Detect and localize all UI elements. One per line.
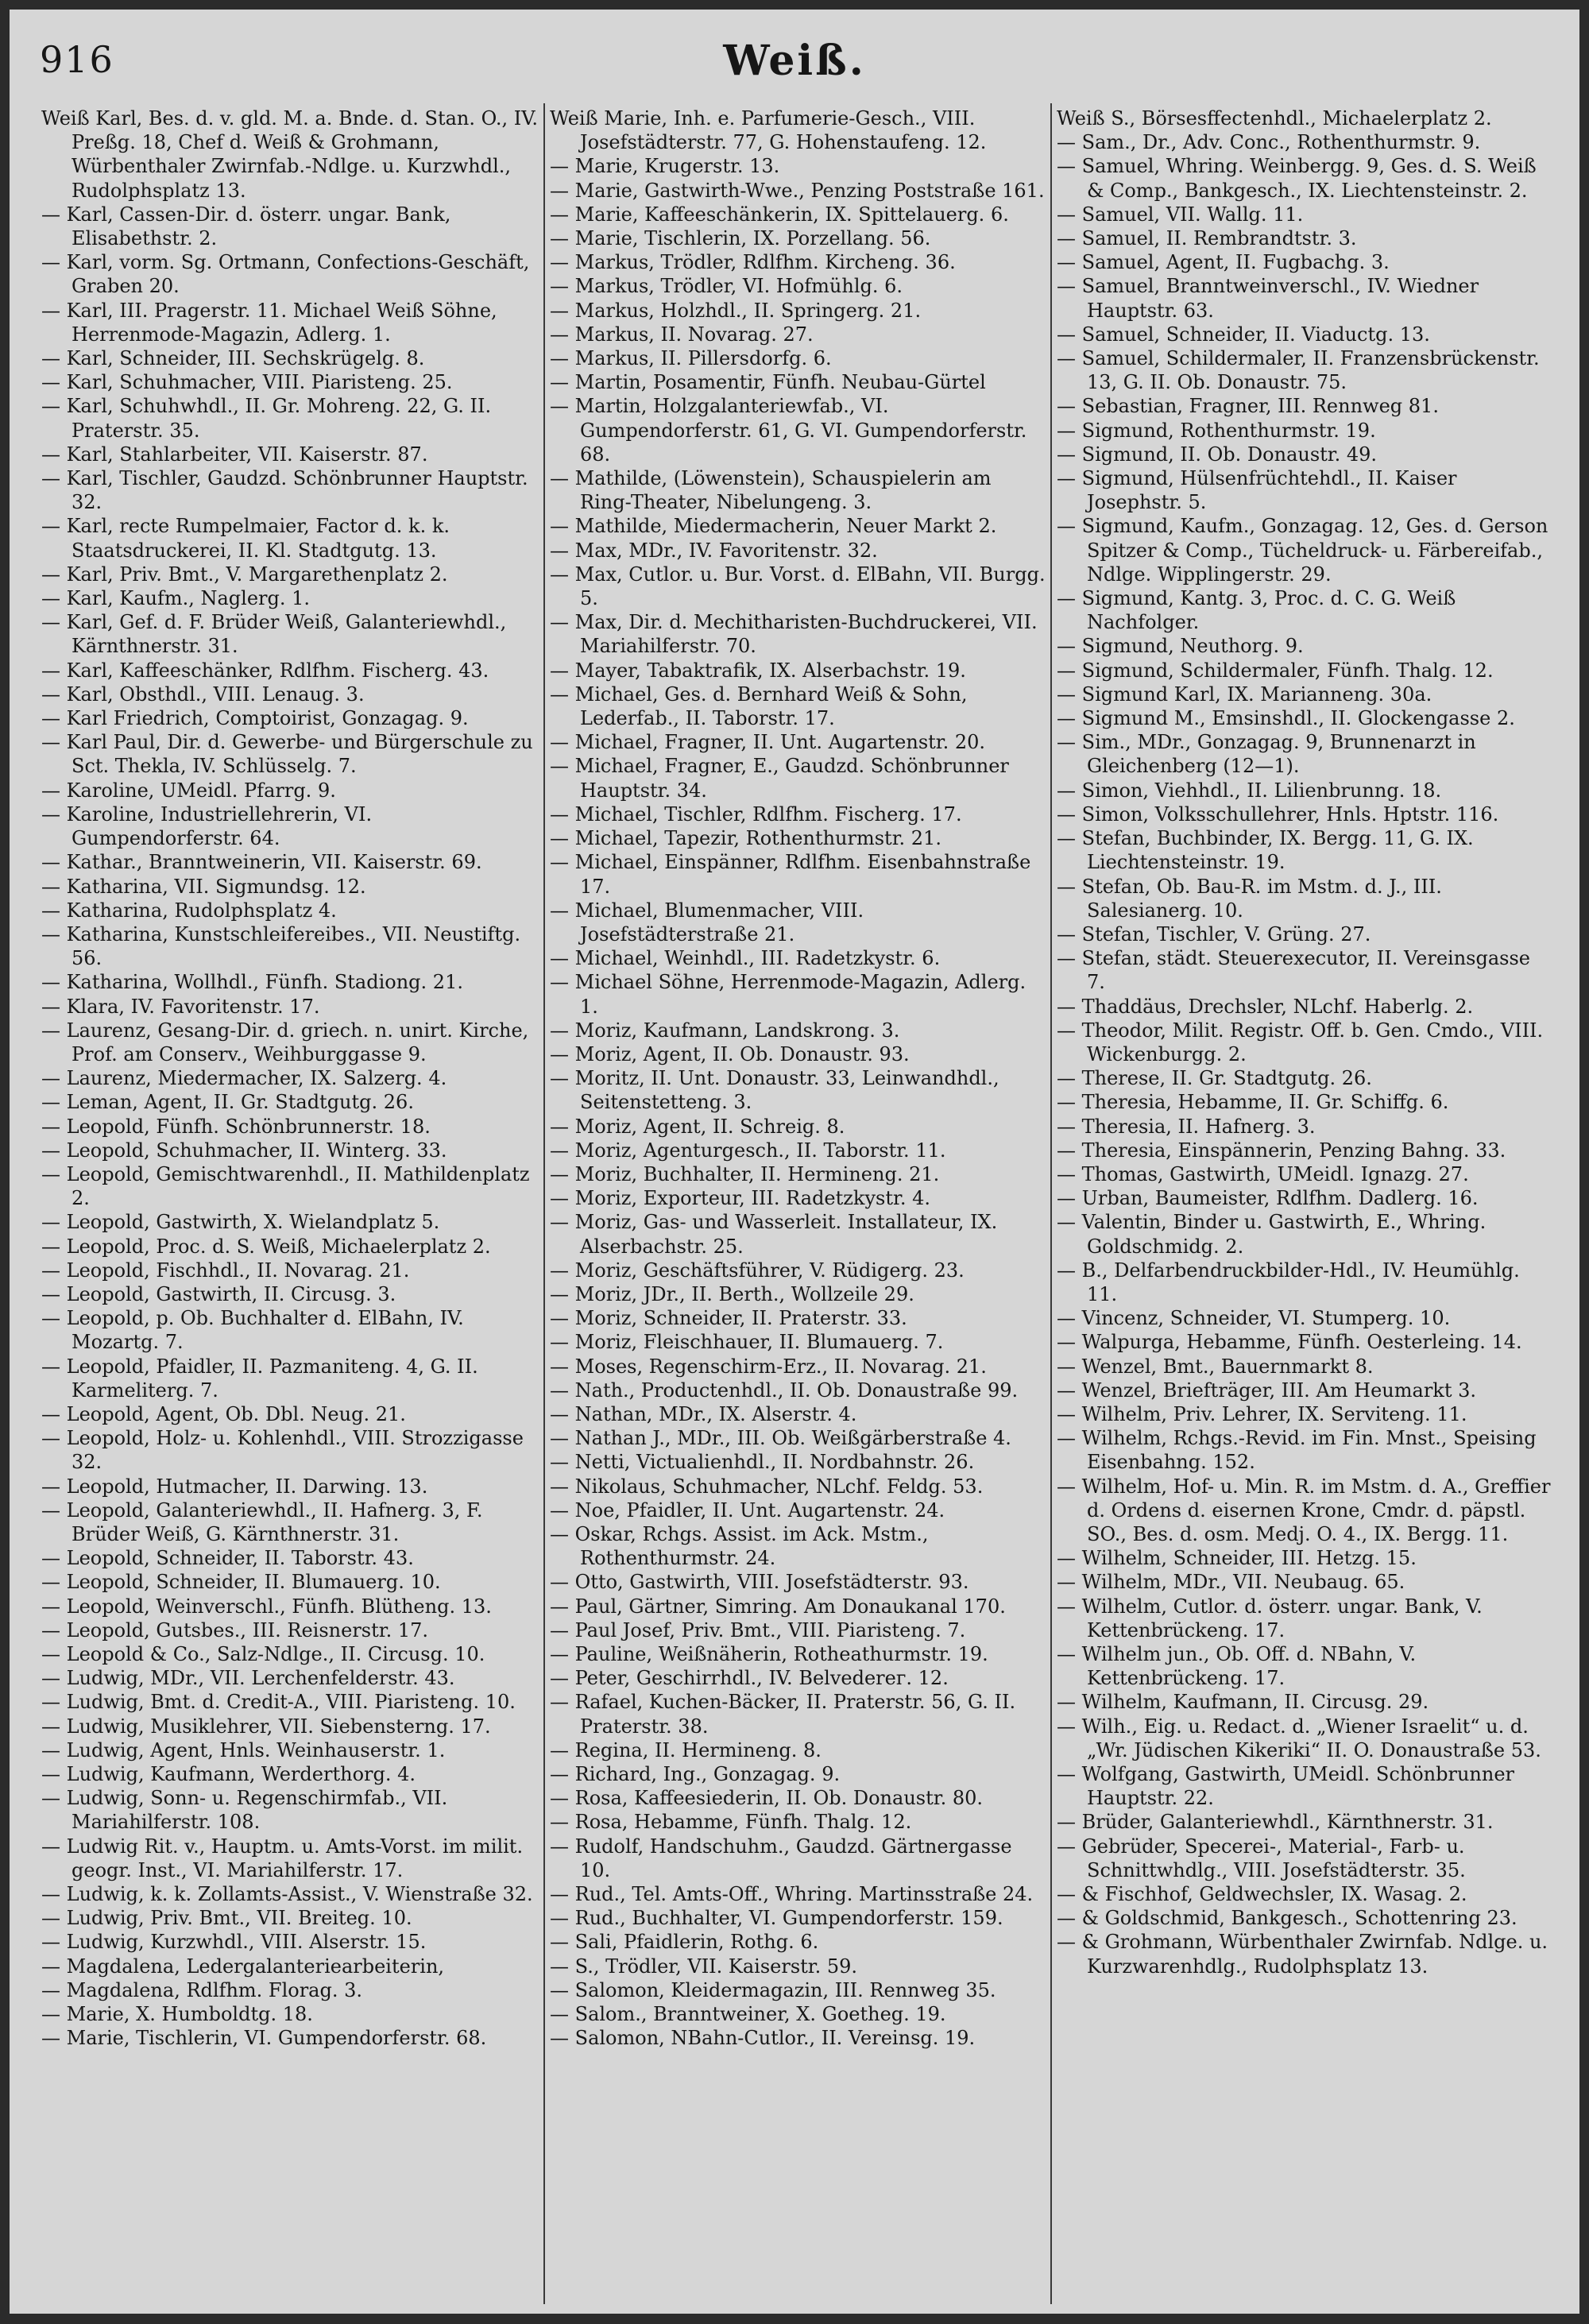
directory-entry: — Katharina, Wollhdl., Fünfh. Stadiong. 21. [41,971,463,994]
directory-entry: — Martin, Holzgalanteriewfab., VI. Gumpendorferstr. 61, G. VI. Gumpendorferstr. 68. [550,395,1027,466]
directory-entry: — Samuel, Agent, II. Fugbachg. 3. [1057,251,1390,274]
directory-entry: — Samuel, Schneider, II. Viaductg. 13. [1057,323,1430,346]
directory-entry: — Sigmund, Schildermaler, Fünfh. Thalg. 12. [1057,659,1494,682]
directory-entry: — Magdalena, Rdlfhm. Florag. 3. [41,1978,362,2001]
directory-entry: — Ludwig, Agent, Hnls. Weinhauserstr. 1. [41,1738,446,1761]
directory-entry: — Karl, Kaufm., Naglerg. 1. [41,587,311,610]
directory-entry: — Rosa, Kaffeesiederin, II. Ob. Donaustr. 80. [550,1787,984,1810]
directory-entry: — Marie, Tischlerin, VI. Gumpendorferstr. 68. [41,2027,487,2050]
directory-entry: — Salom., Branntweiner, X. Goetheg. 19. [550,2003,946,2026]
directory-entry: — Karl, Cassen-Dir. d. österr. ungar. Bank, Elisabethstr. 2. [41,203,451,250]
directory-entry: — Sam., Dr., Adv. Conc., Rothenthurmstr. 9. [1057,131,1481,154]
directory-entry: — Markus, Trödler, VI. Hofmühlg. 6. [550,275,903,298]
directory-entry: — Theresia, Hebamme, II. Gr. Schiffg. 6. [1057,1091,1449,1114]
directory-entry: — Valentin, Binder u. Gastwirth, E., Whring. Goldschmidg. 2. [1057,1211,1487,1258]
directory-entry: — Peter, Geschirrhdl., IV. Belvederег. 12. [550,1667,949,1690]
directory-entry: — Karl, Priv. Bmt., V. Margarethenplatz 2. [41,563,448,586]
directory-entry: — Leopold, Fischhdl., II. Novarag. 21. [41,1259,410,1282]
directory-entry: — Nikolaus, Schuhmacher, NLchf. Feldg. 53. [550,1475,984,1498]
directory-entry: — Markus, Holzhdl., II. Springerg. 21. [550,299,922,322]
directory-entry: — Moritz, II. Unt. Donaustr. 33, Leinwandhdl., Seitenstetteng. 3. [550,1067,999,1114]
directory-entry: — Ludwig, k. k. Zollamts-Assist., V. Wienstraße 32. [41,1883,533,1906]
directory-entry: — Katharina, Rudolphsplatz 4. [41,899,337,922]
directory-entry: — Leopold, Schneider, II. Taborstr. 43. [41,1547,414,1570]
directory-entry: — Mayer, Tabaktrafik, IX. Alserbachstr. 19. [550,659,966,682]
directory-entry: — Rud., Tel. Amts-Off., Whring. Martinsstraße 24. [550,1883,1034,1906]
directory-entry: — Stefan, Tischler, V. Grüng. 27. [1057,922,1371,945]
directory-entry: — Wilhelm, MDr., VII. Neubaug. 65. [1057,1571,1405,1594]
directory-entry: — Sigmund M., Emsinshdl., II. Glockengasse 2. [1057,707,1515,730]
directory-entry: — Wilhelm, Cutlor. d. österr. ungar. Bank, V. Kettenbrückeng. 17. [1057,1595,1483,1641]
directory-entry: — & Goldschmid, Bankgesch., Schottenring 23. [1057,1907,1517,1930]
directory-entry: — Ludwig, Kaufmann, Werderthorg. 4. [41,1763,416,1786]
directory-entry: — Sigmund, Rothenthurmstr. 19. [1057,419,1376,442]
directory-entry: — Leopold, Schuhmacher, II. Winterg. 33. [41,1139,447,1162]
directory-entry: — Wenzel, Bmt., Bauernmarkt 8. [1057,1355,1374,1378]
directory-entry: — Sigmund, II. Ob. Donaustr. 49. [1057,443,1378,466]
directory-entry: — Karoline, Industriellehrerin, VI. Gumpendorferstr. 64. [41,802,373,850]
directory-entry: — Stefan, Buchbinder, IX. Bergg. 11, G. IX. Liechtensteinstr. 19. [1057,827,1474,874]
directory-entry: — Ludwig, MDr., VII. Lerchenfelderstr. 43. [41,1667,455,1690]
directory-entry: — Sali, Pfaidlerin, Rothg. 6. [550,1931,819,1954]
directory-entry: — Moriz, Agent, II. Schreig. 8. [550,1115,845,1138]
directory-entry: — Marie, Tischlerin, IX. Porzellang. 56. [550,227,931,250]
directory-entry: — Michael, Ges. d. Bernhard Weiß & Sohn, Lederfab., II. Taborstr. 17. [550,683,968,730]
directory-entry: — Ludwig, Sonn- u. Regenschirmfab., VII. Mariahilferstr. 108. [41,1787,448,1834]
directory-entry: — Magdalena, Ledergalanteriearbeiterin, [41,1955,445,1978]
directory-entry: — Karl, Stahlarbeiter, VII. Kaiserstr. 87. [41,443,428,466]
directory-entry: — Thaddäus, Drechsler, NLchf. Haberlg. 2. [1057,995,1474,1018]
page-header [10,10,1579,89]
directory-entry: — Moriz, Buchhalter, II. Hermineng. 21. [550,1162,940,1185]
directory-entry: — Wilh., Eig. u. Redact. d. „Wiener Israelit“ u. d. „Wr. Jüdischen Kikeriki“ II. O. Donaustraße 53. [1057,1715,1541,1761]
directory-entry: — Leopold, Proc. d. S. Weiß, Michaelerplatz 2. [41,1235,491,1258]
directory-entry: — Nath., Productenhdl., II. Ob. Donaustraße 99. [550,1379,1019,1402]
directory-entry: — Moriz, Agent, II. Ob. Donaustr. 93. [550,1042,910,1065]
directory-entry: — Moriz, Kaufmann, Landskrong. 3. [550,1019,900,1042]
directory-entry: — Theodor, Milit. Registr. Off. b. Gen. Cmdo., VIII. Wickenburgg. 2. [1057,1019,1544,1065]
directory-entry: — & Fischhof, Geldwechsler, IX. Wasag. 2. [1057,1883,1467,1906]
directory-entry: — & Grohmann, Würbenthaler Zwirnfab. Ndlge. u. Kurzwarenhdlg., Rudolphsplatz 13. [1057,1931,1548,1978]
directory-entry: — Leopold & Co., Salz-Ndlge., II. Circusg. 10. [41,1643,485,1665]
directory-entry: — Nathan J., MDr., III. Ob. Weißgärberstraße 4. [550,1427,1011,1450]
directory-entry: — Karl, Gef. d. F. Brüder Weiß, Galanteriewhdl., Kärnthnerstr. 31. [41,611,507,658]
directory-entry: — Wenzel, Briefträger, III. Am Heumarkt 3. [1057,1379,1476,1402]
directory-entry: — Michael, Einspänner, Rdlfhm. Eisenbahnstraße 17. [550,851,1031,898]
directory-entry: — Leopold, Gemischtwarenhdl., II. Mathildenplatz 2. [41,1162,530,1210]
directory-page [10,10,1579,2314]
directory-entry: — Wilhelm, Priv. Lehrer, IX. Serviteng. 11. [1057,1402,1467,1425]
directory-entry: — Rudolf, Handschuhm., Gaudzd. Gärtnergasse 10. [550,1835,1012,1881]
directory-entry: — Karl Paul, Dir. d. Gewerbe- und Bürgerschule zu Sct. Thekla, IV. Schlüsselg. 7. [41,731,533,778]
directory-entry: — Stefan, städt. Steuerexecutor, II. Vereinsgasse 7. [1057,947,1530,994]
directory-entry: — Leopold, Galanteriewhdl., II. Hafnerg. 3, F. Brüder Weiß, G. Kärnthnerstr. 31. [41,1498,483,1545]
directory-entry: — Markus, Trödler, Rdlfhm. Kircheng. 36. [550,251,956,274]
directory-entry: — B., Delfarbendruckbilder-Hdl., IV. Heumühlg. 11. [1057,1259,1520,1305]
directory-entry: — Karoline, UMeidl. Pfarrg. 9. [41,779,336,802]
directory-entry: — Moriz, Schneider, II. Praterstr. 33. [550,1307,907,1330]
directory-entry: — Karl, Schneider, III. Sechskrügelg. 8. [41,347,425,370]
directory-column-1 [41,106,539,2299]
directory-entry: — Michael, Fragner, II. Unt. Augartenstr. 20. [550,731,986,754]
directory-entry: — Leopold, Fünfh. Schönbrunnerstr. 18. [41,1115,431,1138]
directory-entry: — Sigmund, Kaufm., Gonzagag. 12, Ges. d. Gerson Spitzer & Comp., Tücheldruck- u. Färbereifab., Ndlge. Wipplingerstr. 29. [1057,515,1548,586]
directory-entry: — Leopold, Agent, Ob. Dbl. Neug. 21. [41,1402,406,1425]
directory-entry: Weiß Marie, Inh. e. Parfumerie-Gesch., VIII. Josefstädterstr. 77, G. Hohenstaufeng. 12. [550,107,987,154]
directory-entry: — Michael Söhne, Herrenmode-Magazin, Adlerg. 1. [550,971,1026,1018]
directory-entry: — Ludwig Rit. v., Hauptm. u. Amts-Vorst. im milit. geogr. Inst., VI. Mariahilferstr. 17. [41,1835,524,1881]
directory-entry: — Stefan, Ob. Bau-R. im Mstm. d. J., III. Salesianerg. 10. [1057,875,1442,922]
directory-entry: — Laurenz, Miedermacher, IX. Salzerg. 4. [41,1067,447,1090]
directory-entry: — Marie, X. Humboldtg. 18. [41,2003,313,2026]
directory-entry: — Wilhelm jun., Ob. Off. d. NBahn, V. Kettenbrückeng. 17. [1057,1643,1417,1690]
directory-entry: — Sim., MDr., Gonzagag. 9, Brunnenarzt in Gleichenberg (12—1). [1057,731,1476,778]
directory-entry: — Michael, Tischler, Rdlfhm. Fischerg. 17. [550,802,962,826]
directory-entry: — Kathar., Branntweinerin, VII. Kaiserstr. 69. [41,851,482,874]
directory-entry: — Markus, II. Pillersdorfg. 6. [550,347,832,370]
directory-entry: — Martin, Posamentir, Fünfh. Neubau-Gürtel [550,371,986,394]
directory-entry: — Theresia, II. Hafnerg. 3. [1057,1115,1316,1138]
directory-entry: — Moriz, Geschäftsführer, V. Rüdigerg. 23. [550,1259,965,1282]
directory-entry: — Netti, Victualienhdl., II. Nordbahnstr. 26. [550,1451,975,1474]
directory-entry: — Max, Cutlor. u. Bur. Vorst. d. ElBahn, VII. Burgg. 5. [550,563,1046,610]
directory-entry: — Moriz, Fleischhauer, II. Blumauerg. 7. [550,1331,944,1354]
directory-entry: — Moriz, Agenturgesch., II. Taborstr. 11. [550,1139,946,1162]
directory-entry: — Michael, Blumenmacher, VIII. Josefstädterstraße 21. [550,899,864,945]
directory-entry: — Karl, vorm. Sg. Ortmann, Confections-Geschäft, Graben 20. [41,251,530,298]
directory-entry: — Markus, II. Novarag. 27. [550,323,814,346]
directory-entry: — Moriz, Exporteur, III. Radetzkystr. 4. [550,1187,930,1210]
directory-entry: — Regina, II. Hermineng. 8. [550,1738,822,1761]
directory-entry: — Oskar, Rchgs. Assist. im Ack. Mstm., Rothenthurmstr. 24. [550,1522,929,1570]
directory-entry: — Marie, Krugerstr. 13. [550,155,780,178]
directory-entry: — Gebrüder, Specerei-, Material-, Farb- u. Schnittwhdlg., VIII. Josefstädterstr. 35. [1057,1835,1466,1881]
directory-entry: — Leopold, Hutmacher, II. Darwing. 13. [41,1475,428,1498]
directory-entry: — Rud., Buchhalter, VI. Gumpendorferstr. 159. [550,1907,1003,1930]
directory-entry: — Vincenz, Schneider, VI. Stumperg. 10. [1057,1307,1451,1330]
directory-entry: — Thomas, Gastwirth, UMeidl. Ignazg. 27. [1057,1162,1469,1185]
directory-entry: — Theresia, Einspännerin, Penzing Bahng. 33. [1057,1139,1506,1162]
directory-entry: — Ludwig, Musiklehrer, VII. Siebensterng. 17. [41,1715,491,1738]
directory-entry: — Leopold, Weinverschl., Fünfh. Blütheng. 13. [41,1595,492,1618]
directory-entry: — Katharina, Kunstschleifereibes., VII. Neustiftg. 56. [41,922,521,970]
directory-entry: — Paul, Gärtner, Simring. Am Donaukanal 170. [550,1595,1006,1618]
directory-entry: — Samuel, Schildermaler, II. Franzensbrückenstr. 13, G. II. Ob. Donaustr. 75. [1057,347,1540,394]
directory-entry: — Leopold, p. Ob. Buchhalter d. ElBahn, IV. Mozartg. 7. [41,1307,464,1354]
directory-entry: — Mathilde, (Löwenstein), Schauspielerin am Ring-Theater, Nibelungeng. 3. [550,467,992,514]
directory-entry: — Sigmund, Kantg. 3, Proc. d. C. G. Weiß Nachfolger. [1057,587,1456,634]
directory-entry: — Karl, Schuhwhdl., II. Gr. Mohreng. 22, G. II. Praterstr. 35. [41,395,492,442]
directory-entry: — Wilhelm, Rchgs.-Revid. im Fin. Mnst., Speising Eisenbahng. 152. [1057,1427,1537,1474]
directory-entry: — Salomon, Kleidermagazin, III. Rennweg 35. [550,1978,996,2001]
directory-entry: — Leopold, Pfaidler, II. Pazmaniteng. 4, G. II. Karmeliterg. 7. [41,1355,478,1402]
directory-entry: — Sigmund Karl, IX. Marianneng. 30a. [1057,683,1432,706]
directory-entry: — Karl, III. Pragerstr. 11. Michael Weiß Söhne, Herrenmode-Magazin, Adlerg. 1. [41,299,497,346]
directory-entry: — Ludwig, Bmt. d. Credit-A., VIII. Piaristeng. 10. [41,1691,516,1714]
directory-entry: — Therese, II. Gr. Stadtgutg. 26. [1057,1067,1372,1090]
directory-entry: — Klara, IV. Favoritenstr. 17. [41,995,320,1018]
directory-entry: — Leopold, Schneider, II. Blumauerg. 10. [41,1571,441,1594]
directory-entry: — Brüder, Galanteriewhdl., Kärnthnerstr. 31. [1057,1811,1494,1834]
directory-entry: — Wilhelm, Hof- u. Min. R. im Mstm. d. A., Greffier d. Ordens d. eisernen Krone, Cmdr. d. päpstl. SO., Bes. d. osm. Medj. O. 4., IX. Bergg. 11. [1057,1475,1551,1545]
directory-column-2 [550,106,1047,2299]
directory-entry: — Moriz, Gas- und Wasserleit. Installateur, IX. Alserbachstr. 25. [550,1211,998,1258]
directory-entry: — Karl, Schuhmacher, VIII. Piaristeng. 25. [41,371,453,394]
directory-entry: — Michael, Weinhdl., III. Radetzkystr. 6. [550,947,941,970]
directory-entry: — Leopold, Holz- u. Kohlenhdl., VIII. Strozzigasse 32. [41,1427,524,1474]
directory-entry: Weiß S., Börsesffectenhdl., Michaelerplatz 2. [1057,107,1492,130]
directory-entry: — Karl, Tischler, Gaudzd. Schönbrunner Hauptstr. 32. [41,467,528,514]
directory-entry: — Marie, Gastwirth-Wwe., Penzing Poststraße 161. [550,179,1045,202]
directory-entry: — Katharina, VII. Sigmundsg. 12. [41,875,366,898]
directory-entry: — Samuel, VII. Wallg. 11. [1057,203,1304,226]
directory-entry: — Wolfgang, Gastwirth, UMeidl. Schönbrunner Hauptstr. 22. [1057,1763,1515,1810]
directory-entry: — Samuel, Branntweinverschl., IV. Wiedner Hauptstr. 63. [1057,275,1479,322]
directory-entry: — Max, Dir. d. Mechitharisten-Buchdruckerei, VII. Mariahilferstr. 70. [550,611,1038,658]
directory-entry: — Noe, Pfaidler, II. Unt. Augartenstr. 24. [550,1498,945,1522]
directory-entry: — Otto, Gastwirth, VIII. Josefstädterstr. 93. [550,1571,969,1594]
directory-entry: — S., Trödler, VII. Kaiserstr. 59. [550,1955,858,1978]
column-divider [1050,103,1052,2304]
directory-entry: — Nathan, MDr., IX. Alserstr. 4. [550,1402,857,1425]
directory-entry: — Leopold, Gastwirth, X. Wielandplatz 5. [41,1211,440,1234]
directory-entry: — Ludwig, Kurzwhdl., VIII. Alserstr. 15. [41,1931,427,1954]
directory-entry: — Moriz, JDr., II. Berth., Wollzeile 29. [550,1282,914,1305]
directory-entry: — Karl Friedrich, Comptoirist, Gonzagag. 9. [41,707,469,730]
directory-entry: — Simon, Volksschullehrer, Hnls. Hptstr. 116. [1057,802,1499,826]
directory-entry: — Paul Josef, Priv. Bmt., VIII. Piaristeng. 7. [550,1618,966,1641]
directory-entry: — Simon, Viehhdl., II. Lilienbrunng. 18. [1057,779,1442,802]
directory-entry: — Karl, recte Rumpelmaier, Factor d. k. k. Staatsdruckerei, II. Kl. Stadtgutg. 13. [41,515,450,562]
directory-entry: — Rosa, Hebamme, Fünfh. Thalg. 12. [550,1811,912,1834]
directory-entry: — Laurenz, Gesang-Dir. d. griech. n. unirt. Kirche, Prof. am Conserv., Weihburggasse 9. [41,1019,529,1065]
directory-entry: — Sigmund, Hülsenfrüchtehdl., II. Kaiser Josephstr. 5. [1057,467,1457,514]
directory-entry: — Rafael, Kuchen-Bäcker, II. Praterstr. 56, G. II. Praterstr. 38. [550,1691,1016,1738]
directory-column-3 [1057,106,1554,2299]
directory-entry: — Urban, Baumeister, Rdlfhm. Dadlerg. 16. [1057,1187,1479,1210]
directory-entry: — Richard, Ing., Gonzagag. 9. [550,1763,841,1786]
directory-entry: — Moses, Regenschirm-Erz., II. Novarag. 21. [550,1355,987,1378]
running-head: Weiß. [723,37,866,85]
directory-entry: — Leopold, Gutsbes., III. Reisnerstr. 17. [41,1618,429,1641]
directory-entry: — Sigmund, Neuthorg. 9. [1057,635,1304,658]
directory-entry: — Wilhelm, Schneider, III. Hetzg. 15. [1057,1547,1417,1570]
column-divider [543,103,545,2304]
directory-entry: — Samuel, II. Rembrandtstr. 3. [1057,227,1357,250]
directory-entry: — Salomon, NBahn-Cutlor., II. Vereinsg. 19. [550,2027,976,2050]
directory-entry: — Samuel, Whring. Weinbergg. 9, Ges. d. S. Weiß & Comp., Bankgesch., IX. Liechtensteinstr. 2. [1057,155,1537,202]
directory-entry: — Karl, Kaffeeschänker, Rdlfhm. Fischerg. 43. [41,659,489,682]
directory-entry: Weiß Karl, Bes. d. v. gld. M. a. Bnde. d. Stan. O., IV. Preßg. 18, Chef d. Weiß & Grohmann, Würbenthaler Zwirnfab.-Ndlge. u. Kurzwhdl., Rudolphsplatz 13. [41,107,539,202]
directory-entry: — Leopold, Gastwirth, II. Circusg. 3. [41,1282,396,1305]
directory-entry: — Pauline, Weißnäherin, Rotheathurmstr. 19. [550,1643,988,1665]
directory-entry: — Michael, Fragner, E., Gaudzd. Schönbrunner Hauptstr. 34. [550,755,1009,802]
directory-entry: — Max, MDr., IV. Favoritenstr. 32. [550,539,878,562]
directory-entry: — Wilhelm, Kaufmann, II. Circusg. 29. [1057,1691,1429,1714]
page-number: 916 [40,38,114,81]
directory-entry: — Ludwig, Priv. Bmt., VII. Breiteg. 10. [41,1907,412,1930]
directory-entry: — Marie, Kaffeeschänkerin, IX. Spittelauerg. 6. [550,203,1009,226]
directory-entry: — Michael, Tapezir, Rothenthurmstr. 21. [550,827,941,850]
directory-entry: — Leman, Agent, II. Gr. Stadtgutg. 26. [41,1091,414,1114]
directory-entry: — Walpurga, Hebamme, Fünfh. Oesterleing. 14. [1057,1331,1522,1354]
directory-entry: — Mathilde, Miedermacherin, Neuer Markt 2. [550,515,997,538]
directory-entry: — Karl, Obsthdl., VIII. Lenaug. 3. [41,683,365,706]
directory-entry: — Sebastian, Fragner, III. Rennweg 81. [1057,395,1439,418]
